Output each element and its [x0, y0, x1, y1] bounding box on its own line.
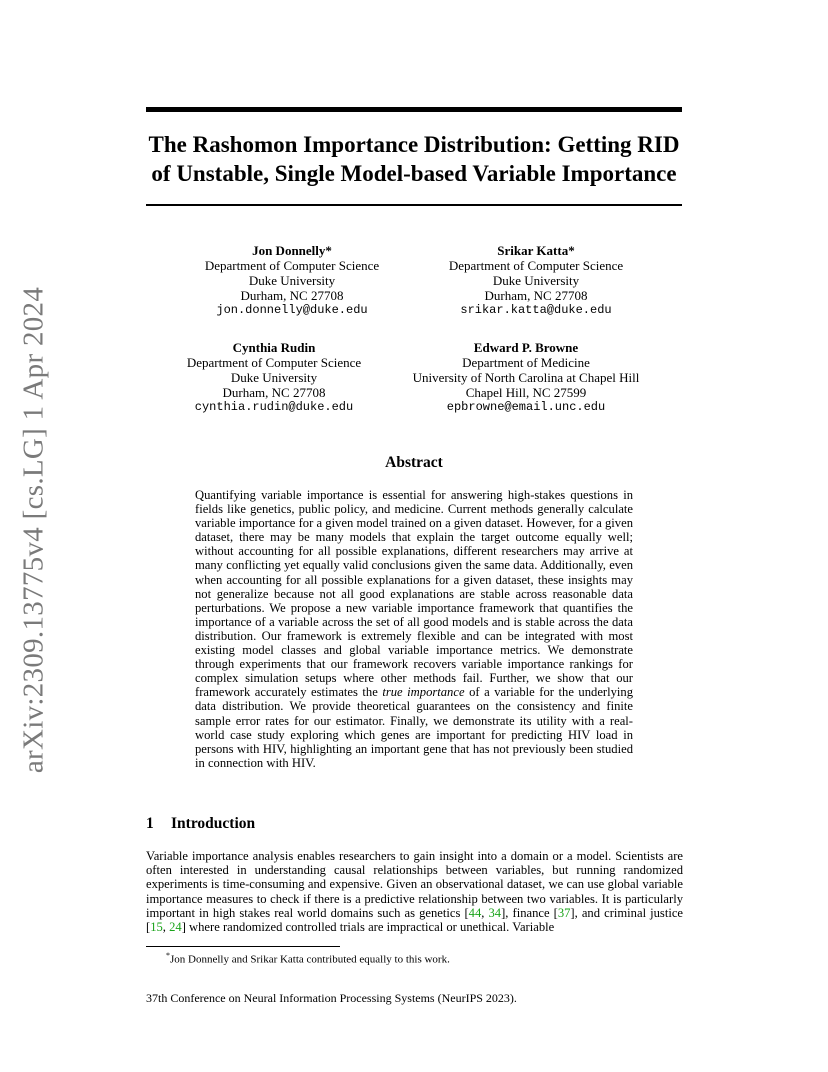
- author-city: Chapel Hill, NC 27599: [465, 385, 587, 400]
- author-city: Durham, NC 27708: [240, 288, 344, 303]
- section-title: Introduction: [171, 815, 256, 832]
- author-name: Cynthia Rudin: [232, 340, 316, 355]
- intro-text: ], and criminal justice [: [146, 905, 684, 935]
- citation-link[interactable]: 34: [488, 905, 502, 920]
- footnote-mark: *: [166, 951, 170, 960]
- intro-text: Variable importance analysis enables researchers to gain insight into a domain or a model. Scientists are often interested in understanding causal relationships between variables, but running randomized experiments is time-consuming and expensive. Given an observational dataset, we can use global variable importance measures to check if there is a predictive relationship between two variables. It is particularly important in high stakes real world domains such as genetics [: [146, 849, 683, 920]
- abstract-text: of a variable for the underlying data distribution. We provide theoretical guarantees on the consistency and finite sample error rates for our estimator. Finally, we demonstrate its utility with a real-world case study exploring which genes are important for predicting HIV load in persons with HIV, highlighting an important gene that has not previously been studied in connection with HIV.: [195, 685, 633, 770]
- citation-link[interactable]: 44: [468, 905, 482, 920]
- abstract-body: [195, 488, 633, 770]
- author-name: Srikar Katta*: [497, 243, 575, 258]
- intro-paragraph: [146, 849, 683, 934]
- author-email[interactable]: jon.donnelly@duke.edu: [216, 303, 368, 317]
- author-block: [172, 243, 412, 318]
- abstract-heading: Abstract: [385, 454, 443, 471]
- author-name: Jon Donnelly*: [252, 243, 332, 258]
- author-department: Department of Medicine: [462, 355, 590, 370]
- author-department: Department of Computer Science: [204, 258, 380, 273]
- author-institution: Duke University: [248, 273, 336, 288]
- author-department: Department of Computer Science: [186, 355, 362, 370]
- citation-link[interactable]: 24: [169, 920, 182, 935]
- venue-note: 37th Conference on Neural Information Processing Systems (NeurIPS 2023).: [146, 991, 517, 1005]
- footnote-text: Jon Donnelly and Srikar Katta contributed equally to this work.: [170, 953, 450, 966]
- section-heading: [146, 815, 255, 833]
- footnote-rule: [146, 946, 340, 947]
- intro-text: ], finance [: [501, 905, 558, 920]
- author-email[interactable]: cynthia.rudin@duke.edu: [194, 400, 354, 414]
- author-block: [152, 340, 396, 415]
- author-city: Durham, NC 27708: [484, 288, 588, 303]
- author-email[interactable]: epbrowne@email.unc.edu: [446, 400, 606, 414]
- author-email[interactable]: srikar.katta@duke.edu: [460, 303, 612, 317]
- author-institution: Duke University: [230, 370, 318, 385]
- title-top-rule: [146, 107, 682, 112]
- author-name: Edward P. Browne: [473, 340, 579, 355]
- citation-link[interactable]: 37: [557, 905, 571, 920]
- citation-link[interactable]: 15: [150, 920, 163, 935]
- abstract-text: Quantifying variable importance is essential for answering high-stakes questions in fields like genetics, public policy, and medicine. Current methods generally calculate variable importance for a given model trained on a given dataset. However, for a given dataset, there may be many models that explain the target outcome equally well; without accounting for all possible explanations, different researchers may arrive at many conflicting yet equally valid conclusions given the same data. Additionally, even when accounting for all possible explanations for a given dataset, these insights may not generalize because not all good explanations are stable across reasonable data perturbations. We propose a new variable importance framework that quantifies the importance of a variable across the set of all good models and is stable across the data distribution. Our framework is extremely flexible and can be integrated with most existing model classes and global variable importance metrics. We demonstrate through experiments that our framework recovers variable importance rankings for complex simulation setups where other methods fail. Further, we show that our framework accurately estimates the: [195, 488, 633, 700]
- title-bottom-rule: [146, 204, 682, 206]
- paper-title: [146, 130, 682, 188]
- abstract-emphasis: true importance: [382, 685, 465, 700]
- author-block: [400, 340, 652, 415]
- author-institution: Duke University: [492, 273, 580, 288]
- author-block: [416, 243, 656, 318]
- section-number: 1: [146, 815, 154, 832]
- author-institution: University of North Carolina at Chapel Hill: [412, 370, 640, 385]
- author-city: Durham, NC 27708: [222, 385, 326, 400]
- footnote: [166, 951, 450, 966]
- title-line-2: of Unstable, Single Model-based Variable Importance: [151, 161, 677, 186]
- intro-text: ,: [162, 920, 170, 935]
- arxiv-identifier: arXiv:2309.13775v4 [cs.LG] 1 Apr 2024: [17, 286, 50, 774]
- intro-text: ] where randomized controlled trials are impractical or unethical. Variable: [181, 920, 555, 935]
- intro-text: ,: [481, 905, 489, 920]
- title-line-1: The Rashomon Importance Distribution: Getting RID: [148, 132, 680, 157]
- author-department: Department of Computer Science: [448, 258, 624, 273]
